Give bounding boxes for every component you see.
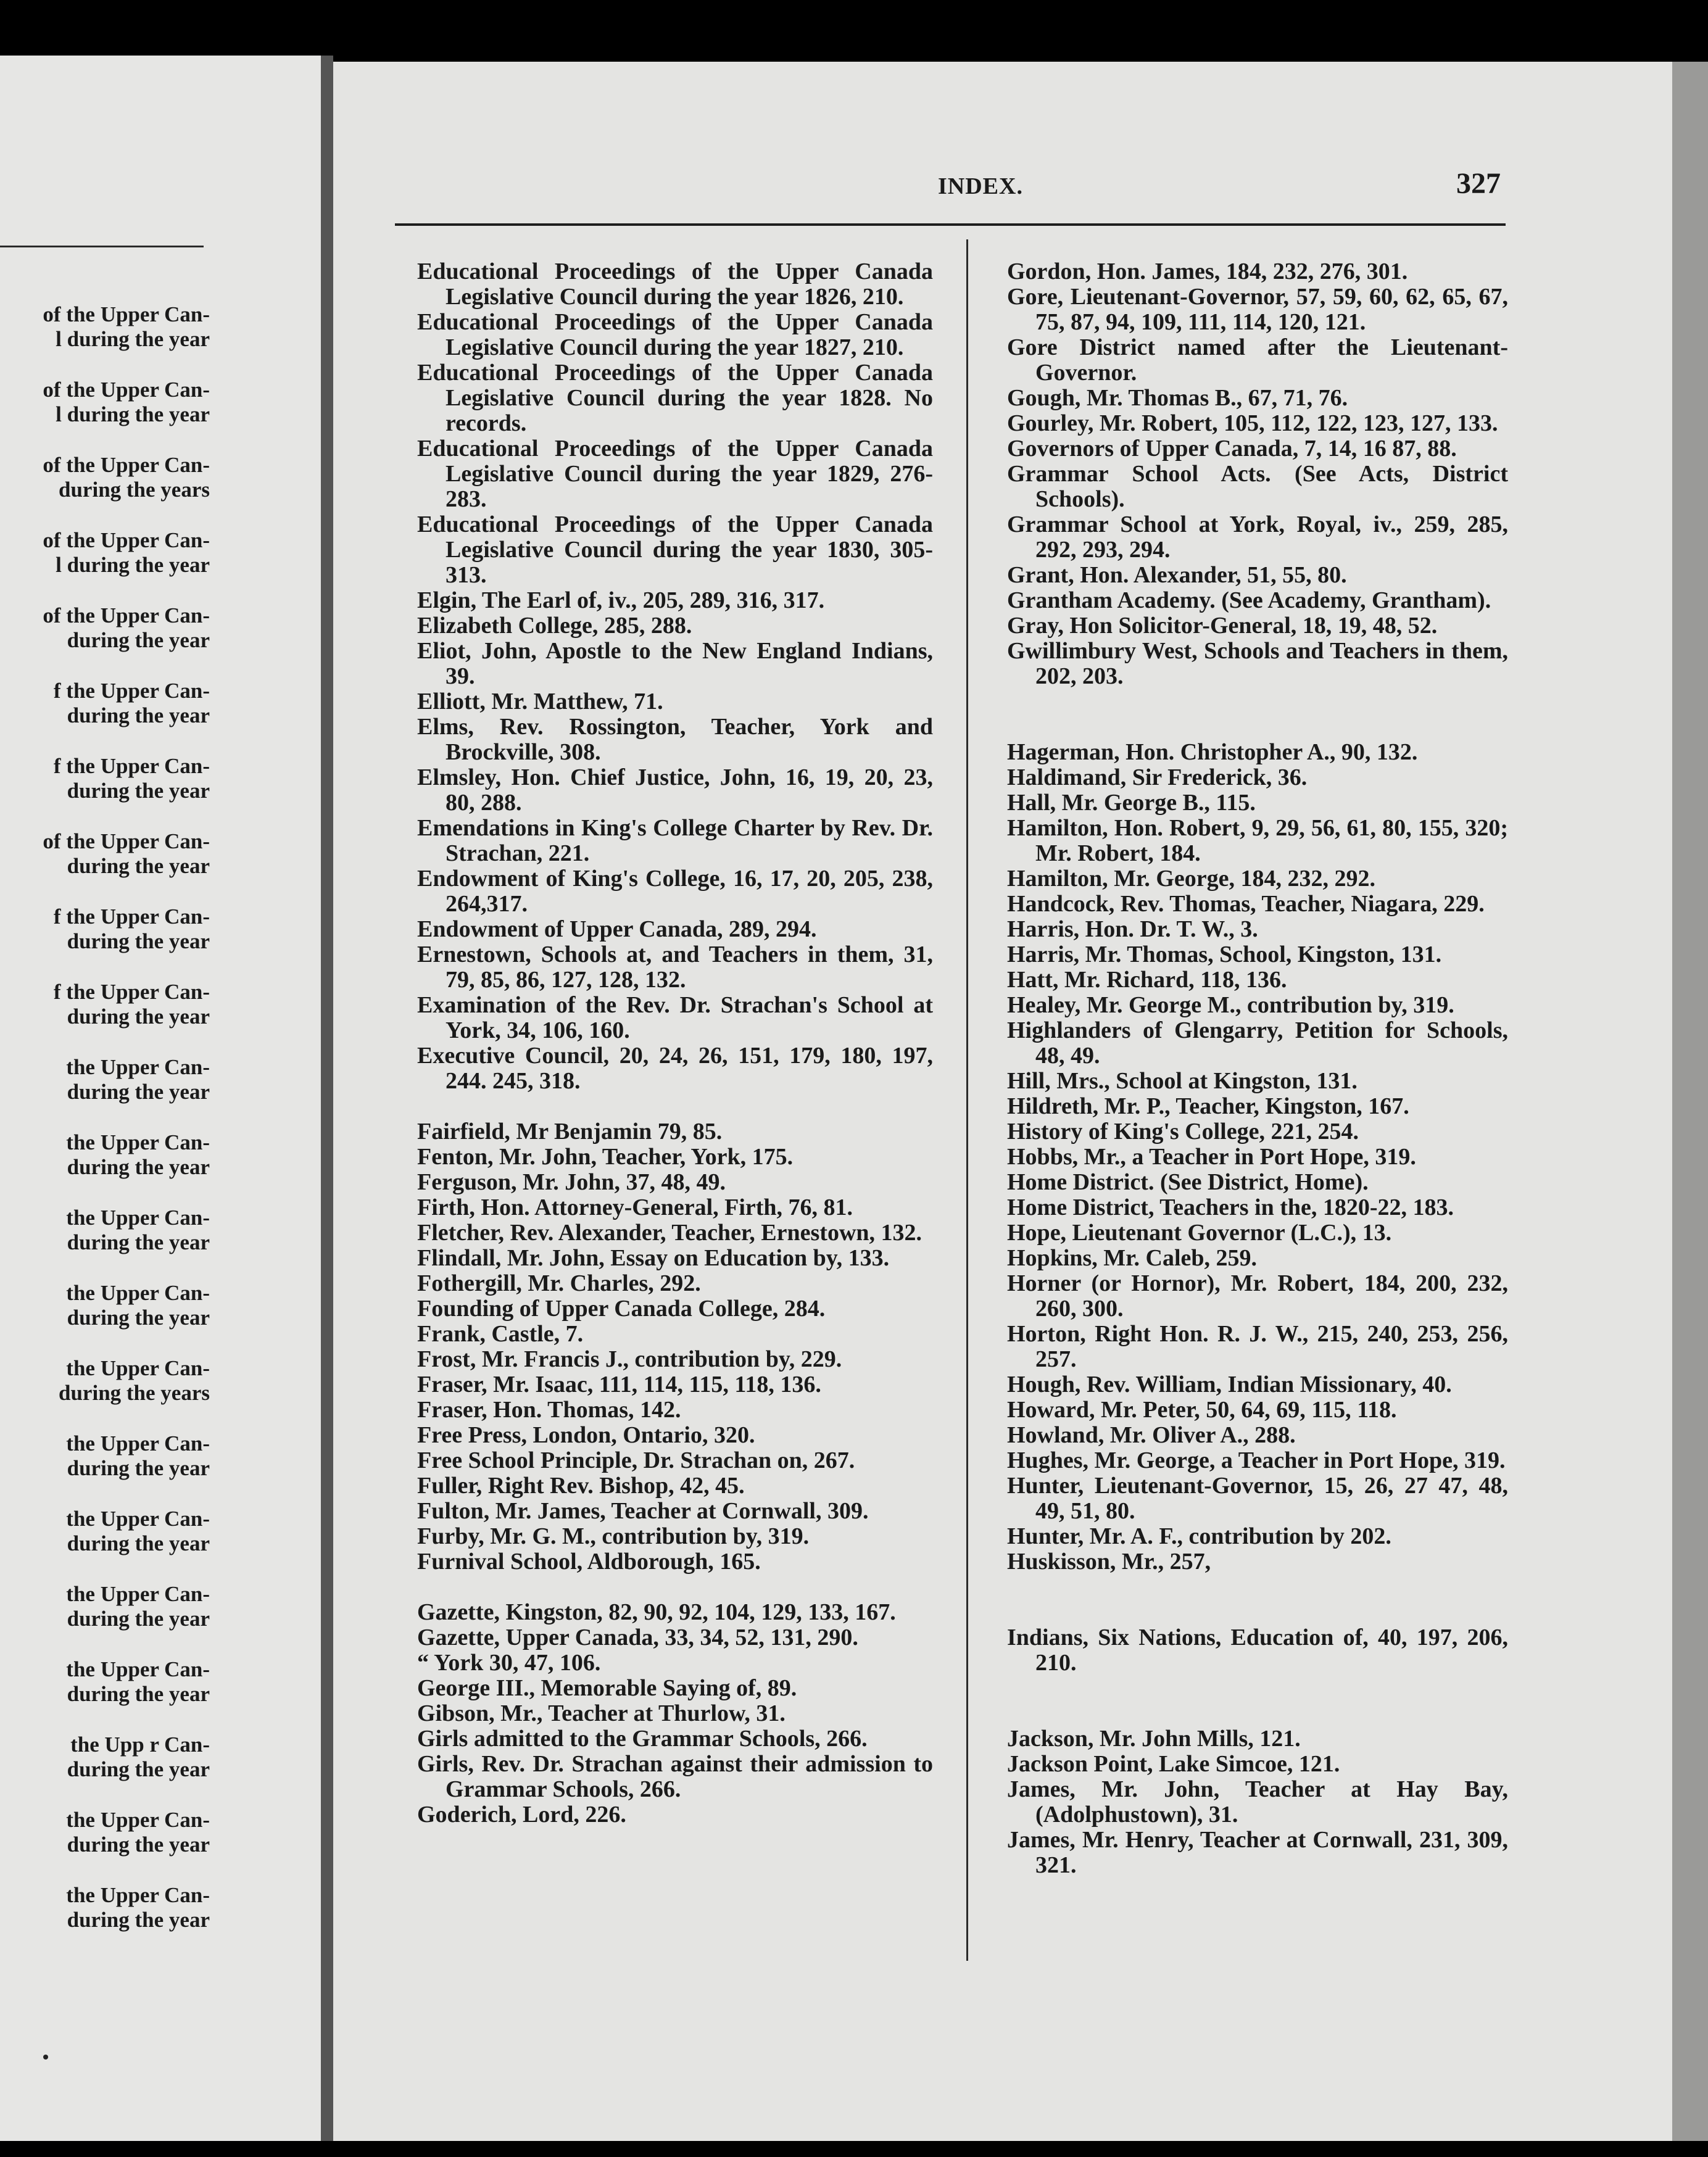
facing-page-fragment	[0, 1507, 210, 1582]
facing-page-fragment	[0, 1883, 210, 1958]
facing-page-fragment	[0, 829, 210, 905]
fragment-line: the Upper Can-	[66, 1356, 210, 1380]
index-entry: “ York 30, 47, 106.	[417, 1650, 601, 1676]
index-entry: Hatt, Mr. Richard, 118, 136.	[1007, 967, 1287, 993]
index-entry: Gore, Lieutenant-Governor, 57, 59, 60, 62, 65, 67, 75, 87, 94, 109, 111, 114, 120, 121.	[1007, 284, 1508, 335]
entry-spacer	[1007, 1701, 1508, 1726]
fragment-line: f the Upper Can-	[53, 980, 210, 1004]
index-entry: Howland, Mr. Oliver A., 288.	[1007, 1422, 1296, 1448]
fragment-line: of the Upper Can-	[43, 829, 210, 853]
index-entry: Firth, Hon. Attorney-General, Firth, 76, 81.	[417, 1194, 853, 1220]
fragment-line: during the year	[67, 1004, 210, 1029]
fragment-line: the Upper Can-	[66, 1883, 210, 1907]
index-entry: Howard, Mr. Peter, 50, 64, 69, 115, 118.	[1007, 1397, 1397, 1423]
fragment-line: during the years	[59, 478, 210, 502]
facing-page-fragment	[0, 754, 210, 829]
index-entry: Horton, Right Hon. R. J. W., 215, 240, 253, 256, 257.	[1007, 1321, 1508, 1372]
index-entry: Highlanders of Glengarry, Petition for Schools, 48, 49.	[1007, 1017, 1508, 1069]
index-entry: Furnival School, Aldborough, 165.	[417, 1549, 761, 1575]
fragment-line: of the Upper Can-	[43, 378, 210, 402]
fragment-line: of the Upper Can-	[43, 453, 210, 477]
facing-page-fragment	[0, 528, 210, 603]
fragment-line: the Upper Can-	[66, 1507, 210, 1531]
index-entry: Gordon, Hon. James, 184, 232, 276, 301.	[1007, 259, 1408, 284]
fragment-line: during the year	[67, 1908, 210, 1932]
facing-page-fragments	[0, 302, 210, 1958]
index-entry: Fenton, Mr. John, Teacher, York, 175.	[417, 1144, 794, 1170]
fragment-line: during the year	[67, 1832, 210, 1857]
index-entry: Gibson, Mr., Teacher at Thurlow, 31.	[417, 1700, 786, 1726]
header-rule	[395, 223, 1506, 226]
page-number: 327	[1456, 167, 1501, 200]
fragment-line: l during the year	[56, 402, 210, 426]
index-entry: Gourley, Mr. Robert, 105, 112, 122, 123, 127, 133.	[1007, 410, 1498, 436]
index-entry: Free School Principle, Dr. Strachan on, 267.	[417, 1447, 855, 1473]
index-entry: Emendations in King's College Charter by Rev. Dr. Strachan, 221.	[417, 815, 933, 866]
index-entry: Hildreth, Mr. P., Teacher, Kingston, 167.	[1007, 1093, 1409, 1119]
index-entry: Hunter, Mr. A. F., contribution by 202.	[1007, 1523, 1391, 1549]
facing-page-fragment	[0, 1130, 210, 1206]
index-entry: Gough, Mr. Thomas B., 67, 71, 76.	[1007, 385, 1348, 411]
index-entry: Ernestown, Schools at, and Teachers in them, 31, 79, 85, 86, 127, 128, 132.	[417, 942, 933, 993]
index-entry: Grammar School Acts. (See Acts, District Schools).	[1007, 461, 1508, 512]
facing-page-rule	[0, 246, 204, 247]
index-entry: Founding of Upper Canada College, 284.	[417, 1296, 826, 1322]
index-column-right	[1007, 259, 1508, 1878]
index-entry: Furby, Mr. G. M., contribution by, 319.	[417, 1523, 810, 1549]
facing-page-fragment	[0, 1733, 210, 1808]
facing-page-fragment	[0, 1431, 210, 1507]
index-entry: Fulton, Mr. James, Teacher at Cornwall, 309.	[417, 1498, 869, 1524]
facing-page-fragment	[0, 1055, 210, 1130]
index-entry: Frost, Mr. Francis J., contribution by, 229.	[417, 1346, 842, 1372]
index-entry: Hope, Lieutenant Governor (L.C.), 13.	[1007, 1220, 1392, 1246]
facing-page-left	[0, 56, 321, 2141]
index-entry: Hunter, Lieutenant-Governor, 15, 26, 27 47, 48, 49, 51, 80.	[1007, 1473, 1508, 1524]
index-entry: Hobbs, Mr., a Teacher in Port Hope, 319.	[1007, 1144, 1416, 1170]
index-entry: Jackson Point, Lake Simcoe, 121.	[1007, 1751, 1340, 1777]
fragment-line: during the year	[67, 854, 210, 878]
index-entry: Governors of Upper Canada, 7, 14, 16 87, 88.	[1007, 436, 1457, 462]
facing-page-fragment	[0, 1281, 210, 1356]
facing-page-fragment	[0, 905, 210, 980]
entry-spacer	[1007, 714, 1508, 740]
fragment-line: f the Upper Can-	[53, 905, 210, 929]
fragment-line: during the year	[67, 1757, 210, 1781]
fragment-line: the Upper Can-	[66, 1657, 210, 1681]
column-divider	[966, 239, 968, 1961]
fragment-line: of the Upper Can-	[43, 528, 210, 552]
entry-spacer	[1007, 689, 1508, 714]
facing-page-fragment	[0, 980, 210, 1055]
index-entry: Elliott, Mr. Matthew, 71.	[417, 689, 663, 714]
fragment-line: the Upper Can-	[66, 1582, 210, 1606]
index-entry: Grant, Hon. Alexander, 51, 55, 80.	[1007, 562, 1347, 588]
facing-page-fragment	[0, 453, 210, 528]
facing-page-fragment	[0, 1582, 210, 1657]
index-entry: Fothergill, Mr. Charles, 292.	[417, 1270, 701, 1296]
index-entry: Hall, Mr. George B., 115.	[1007, 790, 1256, 816]
index-entry: Harris, Hon. Dr. T. W., 3.	[1007, 916, 1258, 942]
index-entry: Gray, Hon Solicitor-General, 18, 19, 48, 52.	[1007, 613, 1438, 639]
fragment-line: l during the year	[56, 553, 210, 577]
fragment-line: the Upper Can-	[66, 1431, 210, 1455]
index-entry: Educational Proceedings of the Upper Canada Legislative Council during the year 1829, 276-283.	[417, 436, 933, 512]
fragment-line: during the year	[67, 1607, 210, 1631]
index-entry: Grantham Academy. (See Academy, Grantham).	[1007, 587, 1491, 613]
fragment-line: during the year	[67, 1531, 210, 1555]
index-entry: Girls admitted to the Grammar Schools, 266.	[417, 1726, 868, 1752]
index-entry: Goderich, Lord, 226.	[417, 1802, 626, 1828]
facing-page-fragment	[0, 603, 210, 679]
index-entry: Fraser, Hon. Thomas, 142.	[417, 1397, 681, 1423]
fragment-line: the Upper Can-	[66, 1130, 210, 1154]
index-entry: Examination of the Rev. Dr. Strachan's School at York, 34, 106, 160.	[417, 992, 933, 1043]
index-entry: Gore District named after the Lieutenant-Governor.	[1007, 334, 1508, 386]
index-entry: Elms, Rev. Rossington, Teacher, York and Brockville, 308.	[417, 714, 933, 765]
fragment-line: the Upper Can-	[66, 1808, 210, 1832]
facing-page-fragment	[0, 1206, 210, 1281]
index-entry: Home District. (See District, Home).	[1007, 1169, 1369, 1195]
fragment-line: during the year	[67, 628, 210, 652]
entry-spacer	[417, 1575, 933, 1600]
stray-mark	[43, 2055, 48, 2060]
index-entry: Jackson, Mr. John Mills, 121.	[1007, 1726, 1301, 1752]
index-entry: Educational Proceedings of the Upper Canada Legislative Council during the year 1827, 210.	[417, 309, 933, 360]
index-entry: Ferguson, Mr. John, 37, 48, 49.	[417, 1169, 726, 1195]
index-entry: Eliot, John, Apostle to the New England Indians, 39.	[417, 638, 933, 689]
entry-spacer	[1007, 1600, 1508, 1625]
index-entry: Huskisson, Mr., 257,	[1007, 1549, 1211, 1575]
index-entry: Hamilton, Hon. Robert, 9, 29, 56, 61, 80, 155, 320; Mr. Robert, 184.	[1007, 815, 1508, 866]
fragment-line: during the year	[67, 1230, 210, 1254]
index-entry: Fuller, Right Rev. Bishop, 42, 45.	[417, 1473, 745, 1499]
index-entry: Flindall, Mr. John, Essay on Education by, 133.	[417, 1245, 890, 1271]
fragment-line: l during the year	[56, 327, 210, 351]
index-entry: Indians, Six Nations, Education of, 40, 197, 206, 210.	[1007, 1625, 1508, 1676]
index-entry: Free Press, London, Ontario, 320.	[417, 1422, 755, 1448]
entry-spacer	[1007, 1676, 1508, 1701]
index-entry: Elgin, The Earl of, iv., 205, 289, 316, 317.	[417, 587, 825, 613]
facing-page-fragment	[0, 1356, 210, 1431]
index-entry: Handcock, Rev. Thomas, Teacher, Niagara, 229.	[1007, 891, 1485, 917]
fragment-line: during the year	[67, 929, 210, 953]
index-entry: Horner (or Hornor), Mr. Robert, 184, 200, 232, 260, 300.	[1007, 1270, 1508, 1322]
index-entry: Endowment of Upper Canada, 289, 294.	[417, 916, 817, 942]
index-entry: George III., Memorable Saying of, 89.	[417, 1675, 797, 1701]
index-entry: Fraser, Mr. Isaac, 111, 114, 115, 118, 136.	[417, 1372, 821, 1397]
facing-page-fragment	[0, 302, 210, 378]
facing-page-fragment	[0, 679, 210, 754]
index-entry: Hamilton, Mr. George, 184, 232, 292.	[1007, 866, 1376, 892]
index-entry: Haldimand, Sir Frederick, 36.	[1007, 764, 1308, 790]
index-entry: Educational Proceedings of the Upper Canada Legislative Council during the year 1828. No records.	[417, 360, 933, 436]
fragment-line: during the year	[67, 703, 210, 727]
fragment-line: during the year	[67, 1080, 210, 1104]
facing-page-fragment	[0, 1657, 210, 1733]
index-entry: Endowment of King's College, 16, 17, 20, 205, 238, 264,317.	[417, 866, 933, 917]
entry-spacer	[1007, 1575, 1508, 1600]
index-entry: Fairfield, Mr Benjamin 79, 85.	[417, 1119, 723, 1145]
index-entry: Frank, Castle, 7.	[417, 1321, 584, 1347]
index-entry: Hughes, Mr. George, a Teacher in Port Hope, 319.	[1007, 1447, 1506, 1473]
index-entry: Hill, Mrs., School at Kingston, 131.	[1007, 1068, 1358, 1094]
fragment-line: during the year	[67, 1456, 210, 1480]
index-entry: Home District, Teachers in the, 1820-22, 183.	[1007, 1194, 1454, 1220]
index-entry: Educational Proceedings of the Upper Canada Legislative Council during the year 1826, 210.	[417, 259, 933, 310]
index-entry: Hough, Rev. William, Indian Missionary, 40.	[1007, 1372, 1452, 1397]
index-entry: Gwillimbury West, Schools and Teachers in them, 202, 203.	[1007, 638, 1508, 689]
fragment-line: f the Upper Can-	[53, 754, 210, 778]
index-entry: James, Mr. Henry, Teacher at Cornwall, 231, 309, 321.	[1007, 1827, 1508, 1878]
index-entry: Elmsley, Hon. Chief Justice, John, 16, 19, 20, 23, 80, 288.	[417, 764, 933, 816]
fragment-line: during the years	[59, 1381, 210, 1405]
fragment-line: during the year	[67, 1155, 210, 1179]
index-entry: Harris, Mr. Thomas, School, Kingston, 131.	[1007, 942, 1442, 967]
fragment-line: the Upp r Can-	[70, 1733, 210, 1757]
fragment-line: during the year	[67, 1682, 210, 1706]
fragment-line: during the year	[67, 779, 210, 803]
fragment-line: during the year	[67, 1306, 210, 1330]
page-edge	[1672, 62, 1708, 2141]
fragment-line: the Upper Can-	[66, 1281, 210, 1305]
index-entry: Girls, Rev. Dr. Strachan against their admission to Grammar Schools, 266.	[417, 1751, 933, 1802]
fragment-line: f the Upper Can-	[53, 679, 210, 703]
index-entry: Hopkins, Mr. Caleb, 259.	[1007, 1245, 1258, 1271]
index-entry: Educational Proceedings of the Upper Canada Legislative Council during the year 1830, 305-313.	[417, 511, 933, 588]
index-entry: Gazette, Kingston, 82, 90, 92, 104, 129, 133, 167.	[417, 1599, 896, 1625]
index-column-left	[417, 259, 933, 1828]
facing-page-fragment	[0, 1808, 210, 1883]
entry-spacer	[417, 1094, 933, 1119]
fragment-line: the Upper Can-	[66, 1055, 210, 1079]
index-entry: Healey, Mr. George M., contribution by, 319.	[1007, 992, 1454, 1018]
fragment-line: the Upper Can-	[66, 1206, 210, 1230]
index-entry: Grammar School at York, Royal, iv., 259, 285, 292, 293, 294.	[1007, 511, 1508, 563]
fragment-line: of the Upper Can-	[43, 302, 210, 326]
index-entry: Elizabeth College, 285, 288.	[417, 613, 692, 639]
index-entry: History of King's College, 221, 254.	[1007, 1119, 1359, 1145]
index-entry: Hagerman, Hon. Christopher A., 90, 132.	[1007, 739, 1418, 765]
book-gutter	[321, 56, 333, 2141]
facing-page-fragment	[0, 378, 210, 453]
index-entry: James, Mr. John, Teacher at Hay Bay, (Adolphustown), 31.	[1007, 1776, 1508, 1828]
index-entry: Gazette, Upper Canada, 33, 34, 52, 131, 290.	[417, 1625, 858, 1650]
fragment-line: of the Upper Can-	[43, 603, 210, 627]
index-entry: Fletcher, Rev. Alexander, Teacher, Ernestown, 132.	[417, 1220, 922, 1246]
running-head: INDEX.	[938, 173, 1023, 199]
index-entry: Executive Council, 20, 24, 26, 151, 179, 180, 197, 244. 245, 318.	[417, 1043, 933, 1094]
